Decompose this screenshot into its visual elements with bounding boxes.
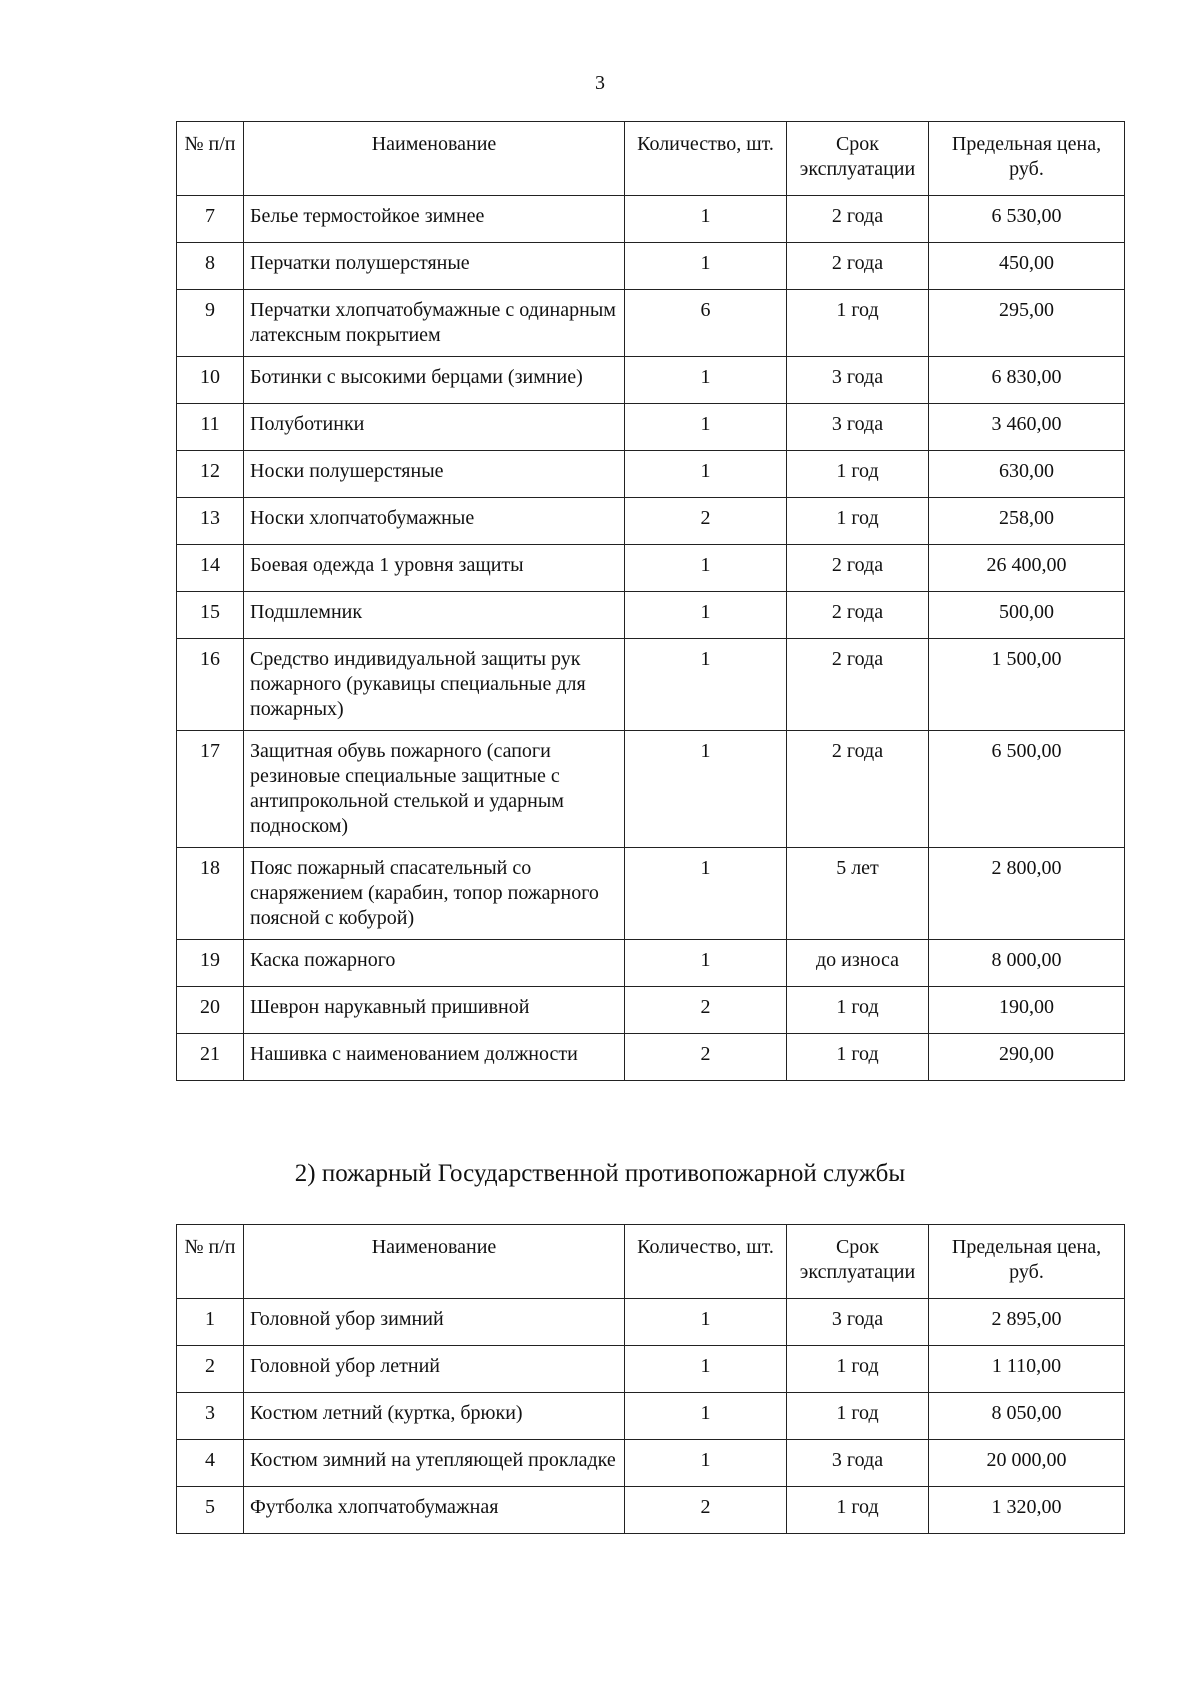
quantity-cell: 1 [625, 1299, 787, 1346]
service-term-cell: 1 год [787, 290, 929, 357]
max-price-cell: 450,00 [929, 243, 1125, 290]
header-name: Наименование [244, 122, 625, 196]
max-price-cell: 6 500,00 [929, 731, 1125, 848]
item-name-cell: Костюм зимний на утепляющей прокладке [244, 1440, 625, 1487]
max-price-cell: 20 000,00 [929, 1440, 1125, 1487]
service-term-cell: 2 года [787, 196, 929, 243]
quantity-cell: 1 [625, 404, 787, 451]
service-term-cell: 3 года [787, 357, 929, 404]
item-name-cell: Головной убор зимний [244, 1299, 625, 1346]
service-term-cell: 1 год [787, 1034, 929, 1081]
item-name-cell: Пояс пожарный спасательный со снаряжением (карабин, топор пожарного поясной с кобурой) [244, 848, 625, 940]
row-number-cell: 9 [177, 290, 244, 357]
quantity-cell: 1 [625, 1346, 787, 1393]
quantity-cell: 2 [625, 1487, 787, 1534]
row-number-cell: 4 [177, 1440, 244, 1487]
row-number-cell: 2 [177, 1346, 244, 1393]
max-price-cell: 630,00 [929, 451, 1125, 498]
max-price-cell: 1 110,00 [929, 1346, 1125, 1393]
max-price-cell: 290,00 [929, 1034, 1125, 1081]
service-term-cell: 1 год [787, 987, 929, 1034]
page-number: 3 [595, 72, 605, 94]
item-name-cell: Носки хлопчатобумажные [244, 498, 625, 545]
item-name-cell: Носки полушерстяные [244, 451, 625, 498]
item-name-cell: Шеврон нарукавный пришивной [244, 987, 625, 1034]
service-term-cell: 2 года [787, 243, 929, 290]
service-term-cell: 1 год [787, 451, 929, 498]
row-number-cell: 11 [177, 404, 244, 451]
table-row [177, 404, 1125, 451]
table-row [177, 290, 1125, 357]
item-name-cell: Футболка хлопчатобумажная [244, 1487, 625, 1534]
item-name-cell: Боевая одежда 1 уровня защиты [244, 545, 625, 592]
row-number-cell: 20 [177, 987, 244, 1034]
row-number-cell: 16 [177, 639, 244, 731]
header-term: Срок эксплуатации [787, 1225, 929, 1299]
service-term-cell: 1 год [787, 1487, 929, 1534]
max-price-cell: 500,00 [929, 592, 1125, 639]
table-header-row [177, 122, 1125, 196]
header-name: Наименование [244, 1225, 625, 1299]
row-number-cell: 8 [177, 243, 244, 290]
service-term-cell: 2 года [787, 639, 929, 731]
table-row [177, 592, 1125, 639]
table-row [177, 1346, 1125, 1393]
item-name-cell: Ботинки с высокими берцами (зимние) [244, 357, 625, 404]
quantity-cell: 2 [625, 498, 787, 545]
row-number-cell: 19 [177, 940, 244, 987]
row-number-cell: 1 [177, 1299, 244, 1346]
max-price-cell: 8 000,00 [929, 940, 1125, 987]
equipment-table-2 [176, 1224, 1125, 1534]
max-price-cell: 1 500,00 [929, 639, 1125, 731]
quantity-cell: 1 [625, 592, 787, 639]
max-price-cell: 6 830,00 [929, 357, 1125, 404]
max-price-cell: 3 460,00 [929, 404, 1125, 451]
item-name-cell: Перчатки хлопчатобумажные с одинарным латексным покрытием [244, 290, 625, 357]
quantity-cell: 1 [625, 357, 787, 404]
service-term-cell: 3 года [787, 1299, 929, 1346]
table-row [177, 940, 1125, 987]
quantity-cell: 2 [625, 1034, 787, 1081]
table-row [177, 848, 1125, 940]
row-number-cell: 10 [177, 357, 244, 404]
row-number-cell: 7 [177, 196, 244, 243]
table-row [177, 1299, 1125, 1346]
header-price: Предельная цена, руб. [929, 1225, 1125, 1299]
table-row [177, 639, 1125, 731]
item-name-cell: Полуботинки [244, 404, 625, 451]
row-number-cell: 5 [177, 1487, 244, 1534]
table-row [177, 196, 1125, 243]
table-row [177, 451, 1125, 498]
service-term-cell: 1 год [787, 1393, 929, 1440]
table-row [177, 731, 1125, 848]
table-header-row [177, 1225, 1125, 1299]
max-price-cell: 295,00 [929, 290, 1125, 357]
service-term-cell: 2 года [787, 592, 929, 639]
quantity-cell: 6 [625, 290, 787, 357]
service-term-cell: 2 года [787, 731, 929, 848]
item-name-cell: Каска пожарного [244, 940, 625, 987]
quantity-cell: 1 [625, 731, 787, 848]
header-qty: Количество, шт. [625, 1225, 787, 1299]
quantity-cell: 1 [625, 545, 787, 592]
item-name-cell: Головной убор летний [244, 1346, 625, 1393]
table-body [177, 1299, 1125, 1534]
table-row [177, 1034, 1125, 1081]
table-row [177, 1393, 1125, 1440]
max-price-cell: 8 050,00 [929, 1393, 1125, 1440]
item-name-cell: Подшлемник [244, 592, 625, 639]
quantity-cell: 1 [625, 451, 787, 498]
header-num: № п/п [177, 122, 244, 196]
max-price-cell: 26 400,00 [929, 545, 1125, 592]
quantity-cell: 1 [625, 243, 787, 290]
table-row [177, 1440, 1125, 1487]
row-number-cell: 14 [177, 545, 244, 592]
table-row [177, 545, 1125, 592]
quantity-cell: 1 [625, 940, 787, 987]
quantity-cell: 1 [625, 196, 787, 243]
table-row [177, 498, 1125, 545]
quantity-cell: 1 [625, 639, 787, 731]
item-name-cell: Средство индивидуальной защиты рук пожарного (рукавицы специальные для пожарных) [244, 639, 625, 731]
service-term-cell: 5 лет [787, 848, 929, 940]
table-row [177, 243, 1125, 290]
row-number-cell: 13 [177, 498, 244, 545]
table-row [177, 357, 1125, 404]
max-price-cell: 2 895,00 [929, 1299, 1125, 1346]
service-term-cell: 3 года [787, 404, 929, 451]
header-num: № п/п [177, 1225, 244, 1299]
header-price: Предельная цена, руб. [929, 122, 1125, 196]
service-term-cell: до износа [787, 940, 929, 987]
service-term-cell: 1 год [787, 498, 929, 545]
section-heading: 2) пожарный Государственной противопожарной службы [294, 1160, 906, 1187]
service-term-cell: 2 года [787, 545, 929, 592]
max-price-cell: 190,00 [929, 987, 1125, 1034]
quantity-cell: 1 [625, 848, 787, 940]
equipment-table-1 [176, 121, 1125, 1081]
quantity-cell: 2 [625, 987, 787, 1034]
item-name-cell: Перчатки полушерстяные [244, 243, 625, 290]
item-name-cell: Белье термостойкое зимнее [244, 196, 625, 243]
row-number-cell: 18 [177, 848, 244, 940]
row-number-cell: 21 [177, 1034, 244, 1081]
table-body [177, 196, 1125, 1081]
service-term-cell: 3 года [787, 1440, 929, 1487]
header-term: Срок эксплуатации [787, 122, 929, 196]
quantity-cell: 1 [625, 1440, 787, 1487]
service-term-cell: 1 год [787, 1346, 929, 1393]
header-qty: Количество, шт. [625, 122, 787, 196]
quantity-cell: 1 [625, 1393, 787, 1440]
row-number-cell: 3 [177, 1393, 244, 1440]
max-price-cell: 2 800,00 [929, 848, 1125, 940]
max-price-cell: 6 530,00 [929, 196, 1125, 243]
item-name-cell: Защитная обувь пожарного (сапоги резиновые специальные защитные с антипрокольной стелькой и ударным подноском) [244, 731, 625, 848]
max-price-cell: 1 320,00 [929, 1487, 1125, 1534]
table-row [177, 987, 1125, 1034]
row-number-cell: 17 [177, 731, 244, 848]
item-name-cell: Костюм летний (куртка, брюки) [244, 1393, 625, 1440]
max-price-cell: 258,00 [929, 498, 1125, 545]
row-number-cell: 15 [177, 592, 244, 639]
item-name-cell: Нашивка с наименованием должности [244, 1034, 625, 1081]
table-row [177, 1487, 1125, 1534]
row-number-cell: 12 [177, 451, 244, 498]
